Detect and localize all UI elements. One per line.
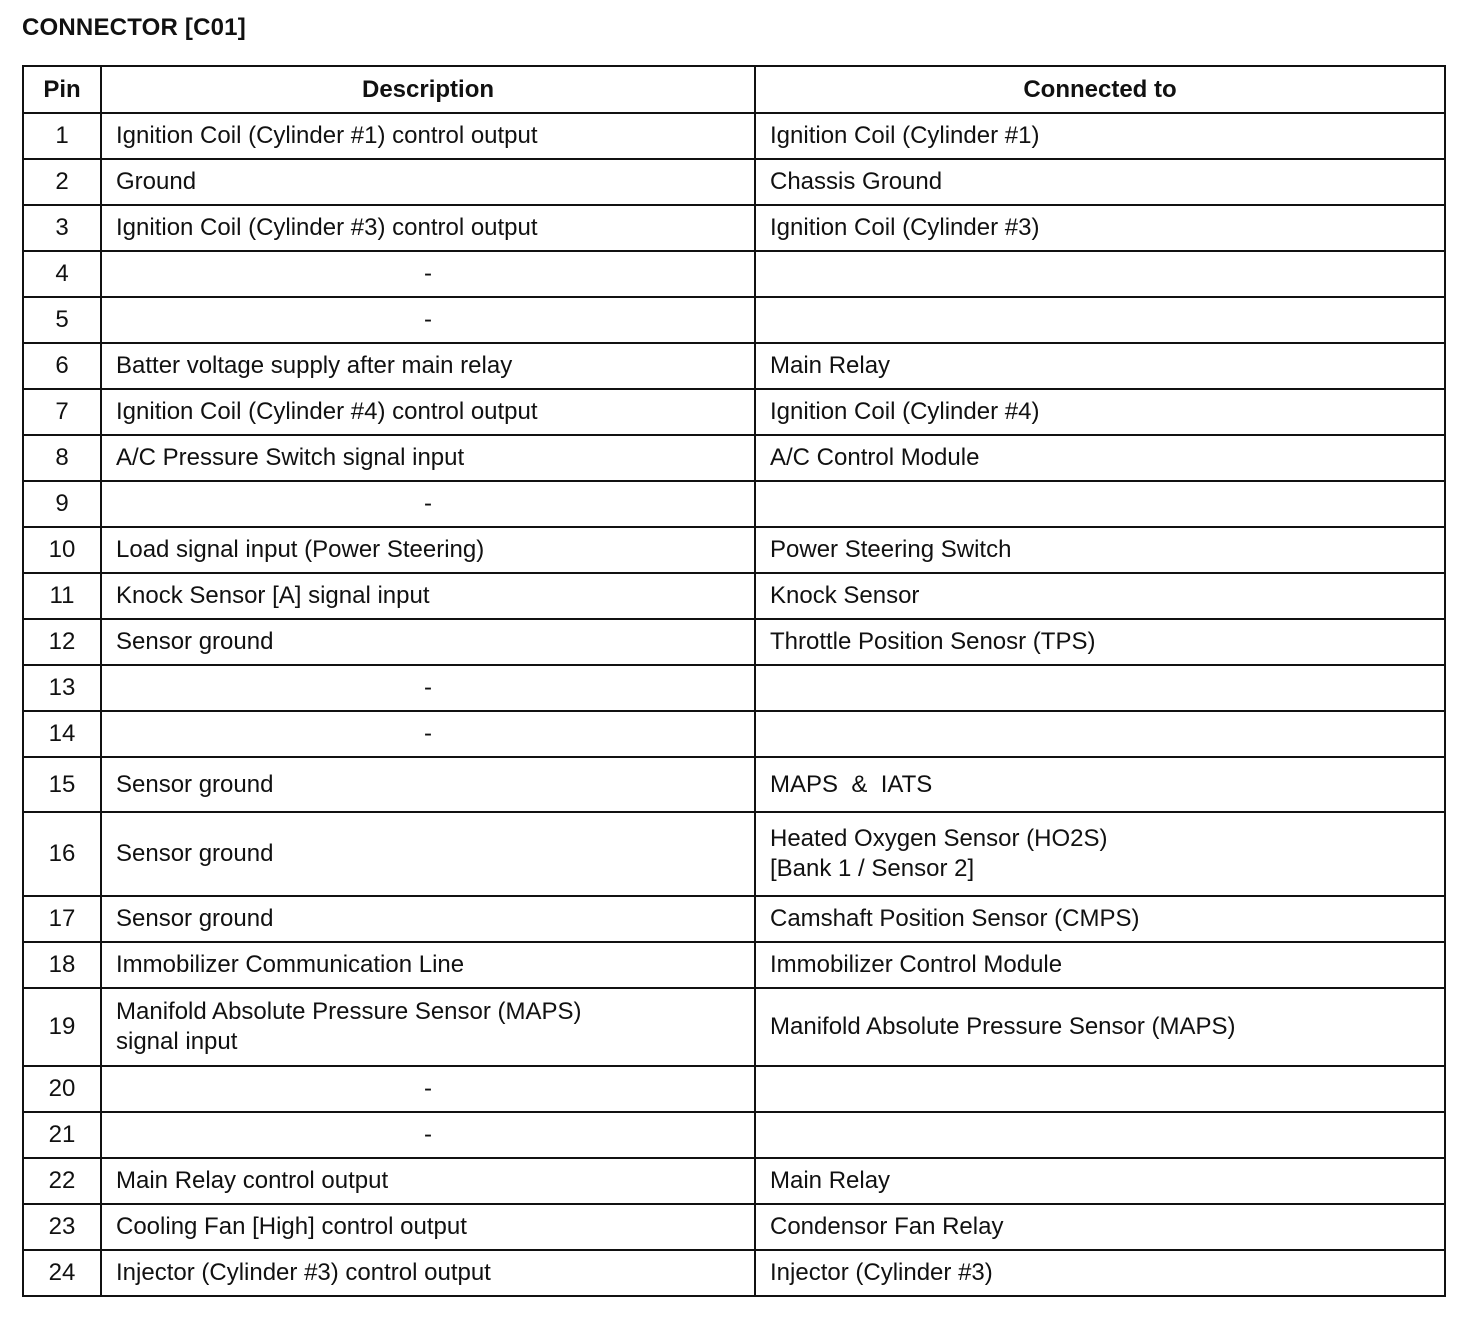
description-line: A/C Pressure Switch signal input: [116, 444, 465, 471]
connected-to: [755, 812, 1445, 896]
connected-line: Camshaft Position Sensor (CMPS): [770, 905, 1140, 932]
connected-line: Heated Oxygen Sensor (HO2S): [770, 825, 1108, 852]
connected-to: [755, 573, 1445, 619]
pin-description: [101, 1066, 755, 1112]
pin-description: [101, 113, 755, 159]
description-line: Load signal input (Power Steering): [116, 536, 485, 563]
connected-to: [755, 1066, 1445, 1112]
description-line: -: [424, 674, 432, 701]
connected-to: [755, 665, 1445, 711]
description-line: Manifold Absolute Pressure Sensor (MAPS): [116, 998, 582, 1025]
pin-description: [101, 1204, 755, 1250]
description-line: Sensor ground: [116, 840, 274, 867]
pin-description: [101, 573, 755, 619]
pin-description: [101, 159, 755, 205]
pin-number: 4: [23, 251, 101, 297]
pin-description: [101, 1112, 755, 1158]
pin-description: [101, 343, 755, 389]
description-line: -: [424, 260, 432, 287]
pin-number: 15: [23, 757, 101, 812]
pin-description: [101, 988, 755, 1066]
table-row: [23, 481, 1445, 527]
connected-to: [755, 297, 1445, 343]
table-row: [23, 159, 1445, 205]
connected-to: [755, 205, 1445, 251]
pin-number: 6: [23, 343, 101, 389]
table-row: [23, 896, 1445, 942]
connected-to: [755, 711, 1445, 757]
connected-line: Manifold Absolute Pressure Sensor (MAPS): [770, 1013, 1236, 1040]
connected-to: [755, 251, 1445, 297]
connected-line: Ignition Coil (Cylinder #3): [770, 214, 1040, 241]
connected-to: [755, 481, 1445, 527]
pin-description: [101, 1158, 755, 1204]
description-line: Sensor ground: [116, 628, 274, 655]
pin-description: [101, 527, 755, 573]
connected-to: [755, 389, 1445, 435]
pin-description: [101, 1250, 755, 1296]
description-line: -: [424, 1075, 432, 1102]
pin-number: 2: [23, 159, 101, 205]
connected-to: [755, 113, 1445, 159]
connected-to: [755, 1204, 1445, 1250]
pin-number: 14: [23, 711, 101, 757]
header-pin: Pin: [23, 66, 101, 113]
connected-line: [Bank 1 / Sensor 2]: [770, 855, 975, 882]
connected-line: Throttle Position Senosr (TPS): [770, 628, 1096, 655]
pin-description: [101, 389, 755, 435]
description-line: Main Relay control output: [116, 1167, 389, 1194]
description-line: Ground: [116, 168, 197, 195]
connected-to: [755, 343, 1445, 389]
connected-to: [755, 1158, 1445, 1204]
pin-number: 7: [23, 389, 101, 435]
table-row: [23, 619, 1445, 665]
table-row: [23, 1112, 1445, 1158]
pin-number: 20: [23, 1066, 101, 1112]
pin-description: [101, 251, 755, 297]
description-line: Ignition Coil (Cylinder #1) control output: [116, 122, 538, 149]
pin-number: 12: [23, 619, 101, 665]
description-line: Ignition Coil (Cylinder #3) control output: [116, 214, 538, 241]
pin-description: [101, 205, 755, 251]
connected-to: [755, 527, 1445, 573]
table-row: [23, 757, 1445, 812]
pin-number: 23: [23, 1204, 101, 1250]
pin-description: [101, 942, 755, 988]
connected-line: Immobilizer Control Module: [770, 951, 1063, 978]
pin-description: [101, 711, 755, 757]
table-row: [23, 1204, 1445, 1250]
header-connected-to: Connected to: [755, 66, 1445, 113]
pin-number: 17: [23, 896, 101, 942]
table-row: [23, 942, 1445, 988]
connected-to: [755, 1112, 1445, 1158]
description-line: -: [424, 306, 432, 333]
pin-number: 24: [23, 1250, 101, 1296]
connected-line: Knock Sensor: [770, 582, 920, 609]
table-row: [23, 573, 1445, 619]
pin-number: 13: [23, 665, 101, 711]
pin-description: [101, 481, 755, 527]
description-line: Injector (Cylinder #3) control output: [116, 1259, 491, 1286]
connected-line: MAPS & IATS: [770, 770, 933, 798]
description-line: -: [424, 490, 432, 517]
pin-number: 19: [23, 988, 101, 1066]
pin-description: [101, 297, 755, 343]
table-row: [23, 389, 1445, 435]
description-line: Cooling Fan [High] control output: [116, 1213, 467, 1240]
pin-description: [101, 896, 755, 942]
description-line: Ignition Coil (Cylinder #4) control output: [116, 398, 538, 425]
table-row: [23, 988, 1445, 1066]
pin-number: 18: [23, 942, 101, 988]
table-row: [23, 435, 1445, 481]
pin-description: [101, 812, 755, 896]
description-line: signal input: [116, 1028, 238, 1055]
connected-to: [755, 619, 1445, 665]
description-line: Sensor ground: [116, 770, 274, 798]
table-row: [23, 665, 1445, 711]
connected-line: Ignition Coil (Cylinder #1): [770, 122, 1040, 149]
connected-line: Injector (Cylinder #3): [770, 1259, 993, 1286]
table-row: [23, 205, 1445, 251]
table-row: [23, 1158, 1445, 1204]
table-row: [23, 113, 1445, 159]
connected-to: [755, 942, 1445, 988]
pin-number: 1: [23, 113, 101, 159]
description-line: -: [424, 720, 432, 747]
description-line: Knock Sensor [A] signal input: [116, 582, 430, 609]
pin-number: 8: [23, 435, 101, 481]
table-row: [23, 343, 1445, 389]
table-row: [23, 1066, 1445, 1112]
connected-to: [755, 159, 1445, 205]
header-description: Description: [101, 66, 755, 113]
pin-number: 21: [23, 1112, 101, 1158]
pin-number: 16: [23, 812, 101, 896]
table-row: [23, 251, 1445, 297]
connected-to: [755, 988, 1445, 1066]
pin-number: 5: [23, 297, 101, 343]
page-title: CONNECTOR [C01]: [22, 14, 246, 41]
connected-line: Main Relay: [770, 1167, 891, 1194]
pin-number: 10: [23, 527, 101, 573]
connected-to: [755, 1250, 1445, 1296]
connected-line: Condensor Fan Relay: [770, 1213, 1004, 1240]
description-line: Sensor ground: [116, 905, 274, 932]
header-row: [23, 66, 1445, 113]
table-row: [23, 812, 1445, 896]
connected-to: [755, 896, 1445, 942]
connected-line: Main Relay: [770, 352, 891, 379]
table-row: [23, 527, 1445, 573]
pin-description: [101, 435, 755, 481]
pin-description: [101, 619, 755, 665]
description-line: Batter voltage supply after main relay: [116, 352, 513, 379]
table-row: [23, 1250, 1445, 1296]
pin-table: [22, 65, 1446, 1297]
description-line: Immobilizer Communication Line: [116, 951, 465, 978]
connected-to: [755, 435, 1445, 481]
connected-line: A/C Control Module: [770, 444, 980, 471]
pin-number: 22: [23, 1158, 101, 1204]
connected-to: [755, 757, 1445, 812]
pin-number: 9: [23, 481, 101, 527]
pin-description: [101, 757, 755, 812]
connected-line: Ignition Coil (Cylinder #4): [770, 398, 1040, 425]
pin-description: [101, 665, 755, 711]
pin-number: 3: [23, 205, 101, 251]
table-row: [23, 711, 1445, 757]
connected-line: Chassis Ground: [770, 168, 943, 195]
description-line: -: [424, 1121, 432, 1148]
table-row: [23, 297, 1445, 343]
pin-number: 11: [23, 573, 101, 619]
connected-line: Power Steering Switch: [770, 536, 1012, 563]
